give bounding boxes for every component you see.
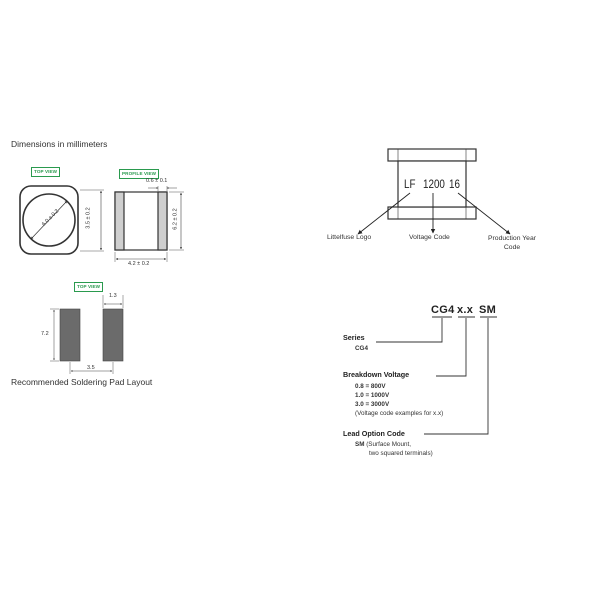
logo-callout-label: Littelfuse Logo: [327, 234, 372, 241]
breakdown-row: 3.0 = 3000V: [355, 401, 390, 408]
marking-logo: LF: [404, 177, 416, 191]
lead-option-code: SM: [355, 441, 365, 448]
breakdown-note: (Voltage code examples for x.x): [355, 410, 444, 417]
pad-width-label: 1.3: [109, 293, 117, 299]
marking-year: 16: [449, 177, 460, 191]
series-value: CG4: [355, 345, 368, 352]
pad-spacing-label: 3.5: [87, 365, 95, 371]
pad-top-view-badge: TOP VIEW: [74, 282, 103, 292]
breakdown-title: Breakdown Voltage: [343, 370, 410, 379]
lead-option-desc: (Surface Mount,: [366, 441, 412, 448]
lead-option-line: [355, 441, 411, 448]
profile-view-badge: PROFILE VIEW: [119, 169, 159, 179]
profile-width-label: 4.2 ± 0.2: [128, 261, 150, 267]
breakdown-row: 1.0 = 1000V: [355, 392, 390, 399]
series-title: Series: [343, 333, 365, 342]
lead-option-title: Lead Option Code: [343, 429, 405, 438]
breakdown-row: 0.8 = 800V: [355, 383, 386, 390]
dimensions-heading: Dimensions in millimeters: [11, 139, 108, 149]
pad-height-label: 7.2: [41, 331, 49, 337]
part-number-suffix: SM: [479, 304, 497, 316]
pad-layout-caption: Recommended Soldering Pad Layout: [11, 377, 153, 387]
part-number-prefix: CG4: [431, 304, 455, 316]
marking-voltage: 1200: [423, 177, 445, 191]
lead-option-desc-2: two squared terminals): [369, 450, 433, 457]
top-view-side-label: 3.5 ± 0.2: [85, 207, 92, 229]
part-number-voltage: x.x: [457, 304, 474, 316]
profile-terminal-label: 0.6 ± 0.1: [146, 178, 168, 184]
top-view-badge: TOP VIEW: [31, 167, 60, 177]
voltage-callout-label: Voltage Code: [409, 234, 450, 241]
marking-drawing: [358, 149, 510, 234]
pad-layout-drawing: [50, 295, 123, 374]
year-callout-label: Production Year Code: [488, 235, 536, 251]
top-view-diameter-label: 6.0 ± 0.2: [41, 208, 61, 228]
profile-height-label: 6.2 ± 0.2: [172, 208, 179, 230]
